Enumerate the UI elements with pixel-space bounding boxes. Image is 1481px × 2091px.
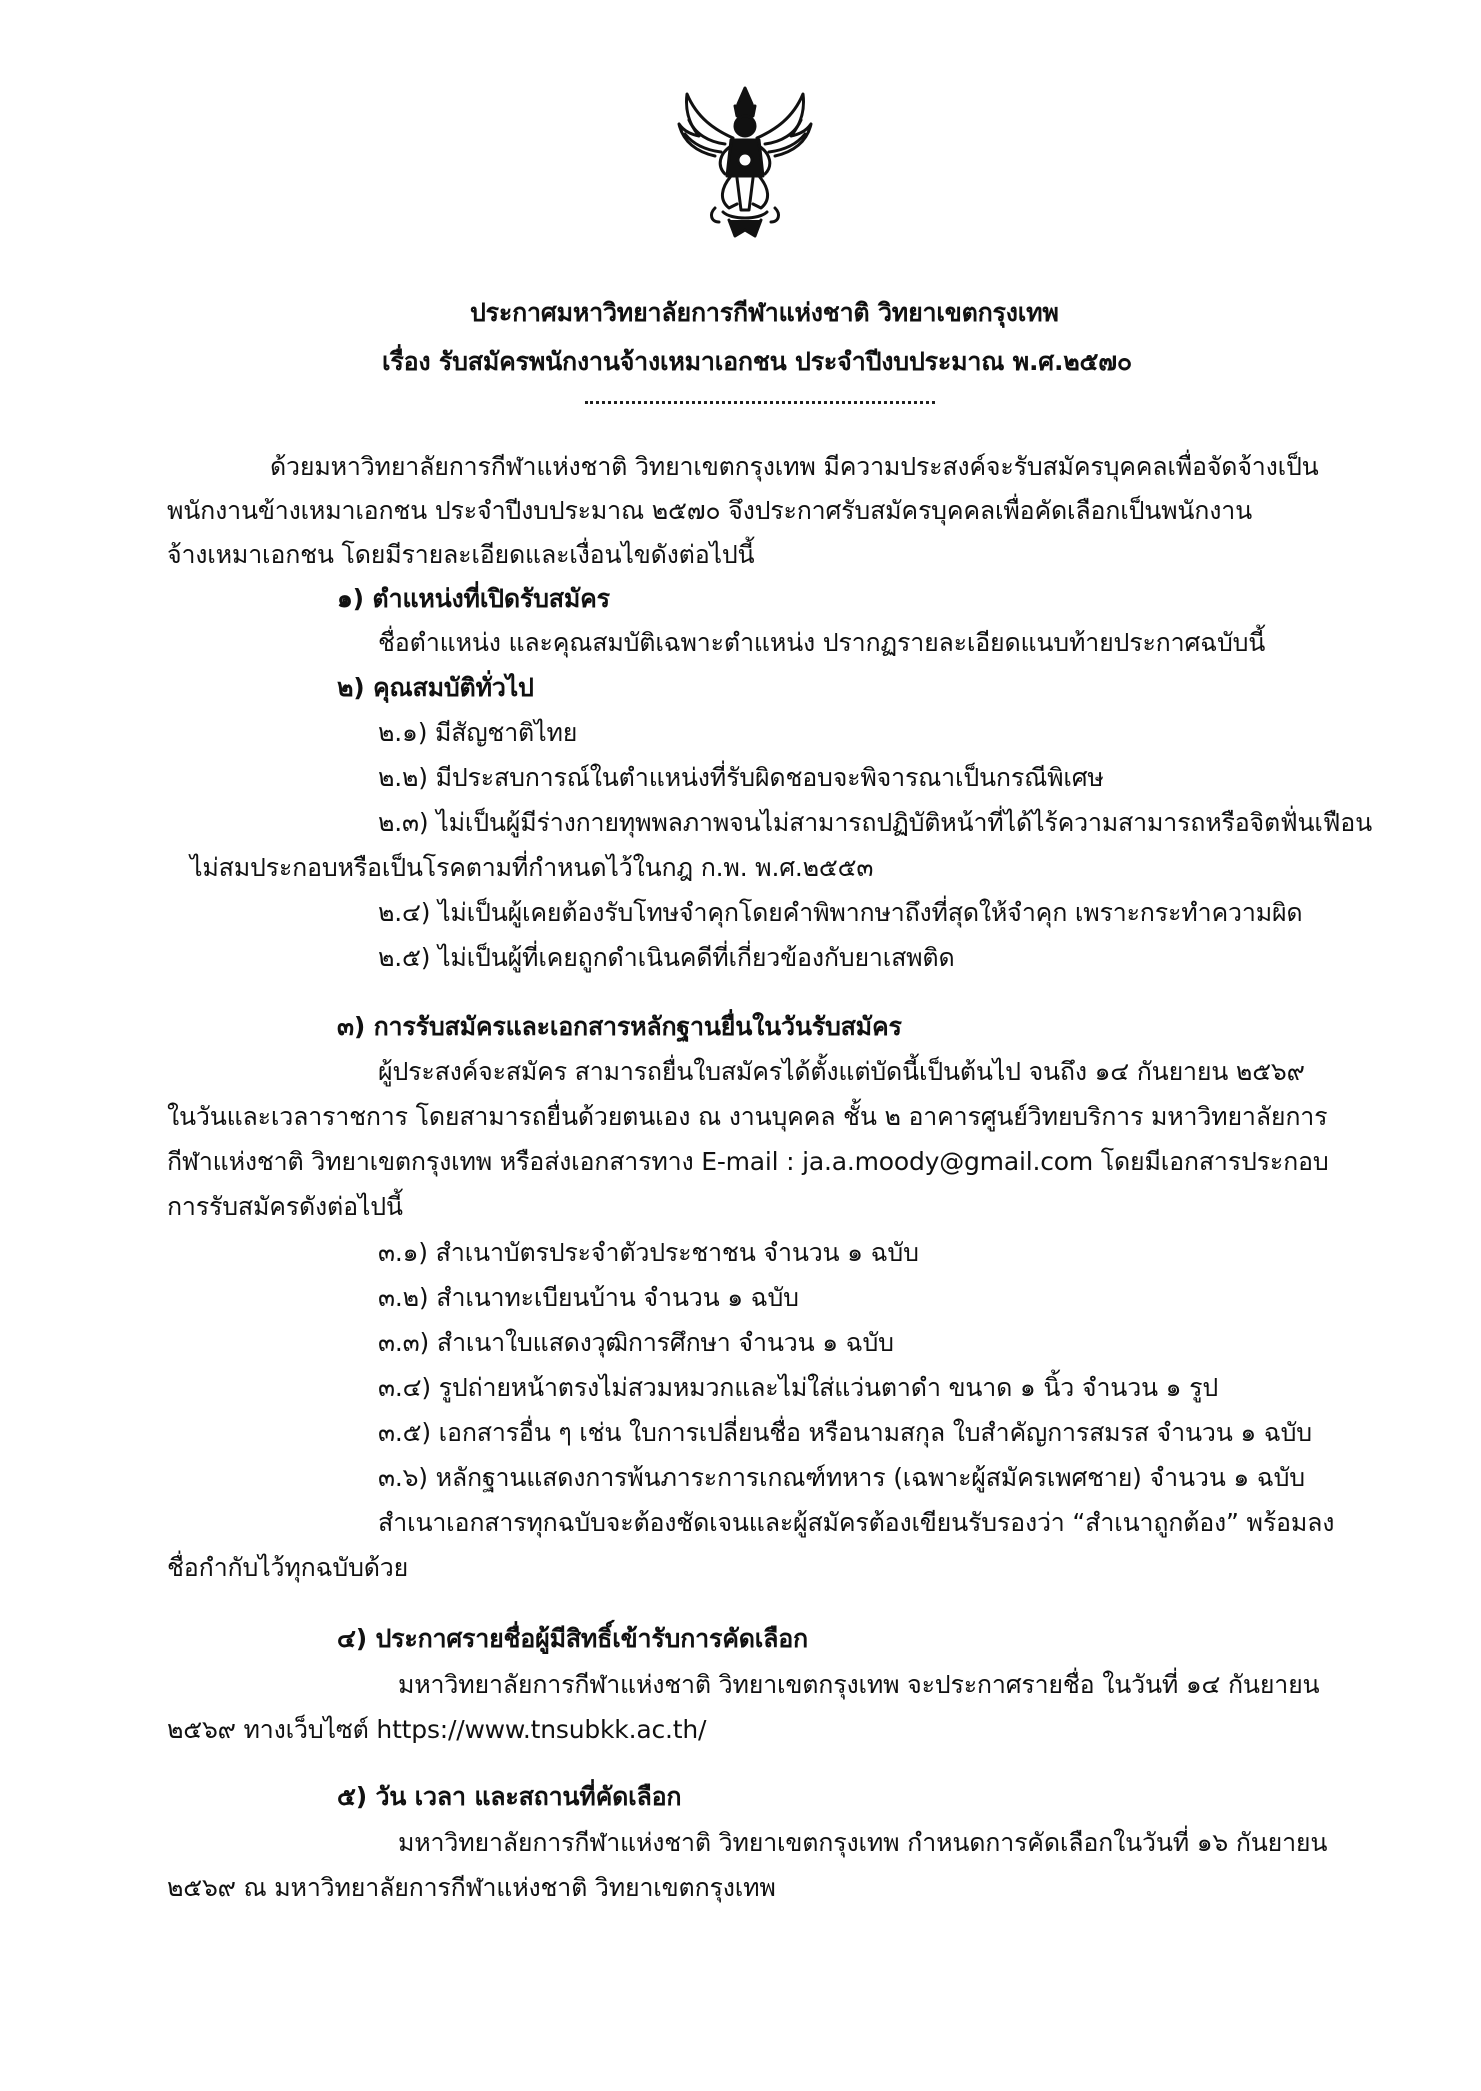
section-3-item: ๓.๔) รูปถ่ายหน้าตรงไม่สวมหมวกและไม่ใส่แว่นตาดำ ขนาด ๑ นิ้ว จำนวน ๑ รูป [378, 1373, 1218, 1402]
section-2-heading: ๒) คุณสมบัติทั่วไป [337, 673, 534, 702]
announcement-title: ประกาศมหาวิทยาลัยการกีฬาแห่งชาติ วิทยาเขตกรุงเทพ [470, 298, 1059, 327]
section-4-body: ๒๕๖๙ ทางเว็บไซต์ https://www.tnsubkk.ac.th/ [167, 1715, 707, 1744]
section-3-note: สำเนาเอกสารทุกฉบับจะต้องชัดเจนและผู้สมัครต้องเขียนรับรองว่า “สำเนาถูกต้อง” พร้อมลง [378, 1508, 1335, 1537]
section-1-body: ชื่อตำแหน่ง และคุณสมบัติเฉพาะตำแหน่ง ปรากฏรายละเอียดแนบท้ายประกาศฉบับนี้ [378, 628, 1266, 657]
section-2-item: ไม่สมประกอบหรือเป็นโรคตามที่กำหนดไว้ในกฎ ก.พ. พ.ศ.๒๕๕๓ [190, 853, 874, 882]
title-divider [585, 401, 935, 404]
section-3-heading: ๓) การรับสมัครและเอกสารหลักฐานยื่นในวันรับสมัคร [337, 1012, 902, 1041]
section-3-item: ๓.๒) สำเนาทะเบียนบ้าน จำนวน ๑ ฉบับ [378, 1283, 799, 1312]
section-3-body: กีฬาแห่งชาติ วิทยาเขตกรุงเทพ หรือส่งเอกสารทาง E-mail : ja.a.moody@gmail.com โดยมีเอกสารประกอบ [167, 1147, 1329, 1176]
intro-line: จ้างเหมาเอกชน โดยมีรายละเอียดและเงื่อนไขดังต่อไปนี้ [167, 540, 755, 569]
section-5-heading: ๕) วัน เวลา และสถานที่คัดเลือก [337, 1782, 682, 1811]
section-3-item: ๓.๖) หลักฐานแสดงการพ้นภาระการเกณฑ์ทหาร (เฉพาะผู้สมัครเพศชาย) จำนวน ๑ ฉบับ [378, 1463, 1305, 1492]
section-2-item: ๒.๕) ไม่เป็นผู้ที่เคยถูกดำเนินคดีที่เกี่ยวข้องกับยาเสพติด [378, 943, 955, 972]
section-2-item: ๒.๔) ไม่เป็นผู้เคยต้องรับโทษจำคุกโดยคำพิพากษาถึงที่สุดให้จำคุก เพราะกระทำความผิด [378, 898, 1303, 927]
section-5-body: มหาวิทยาลัยการกีฬาแห่งชาติ วิทยาเขตกรุงเทพ กำหนดการคัดเลือกในวันที่ ๑๖ กันยายน [398, 1828, 1328, 1857]
announcement-subject: เรื่อง รับสมัครพนักงานจ้างเหมาเอกชน ประจำปีงบประมาณ พ.ศ.๒๕๗๐ [382, 347, 1132, 376]
intro-line: พนักงานข้างเหมาเอกชน ประจำปีงบประมาณ ๒๕๗๐ จึงประกาศรับสมัครบุคคลเพื่อคัดเลือกเป็นพนักงาน [167, 496, 1252, 525]
section-3-note: ชื่อกำกับไว้ทุกฉบับด้วย [167, 1553, 409, 1582]
section-3-body: ผู้ประสงค์จะสมัคร สามารถยื่นใบสมัครได้ตั้งแต่บัดนี้เป็นต้นไป จนถึง ๑๔ กันยายน ๒๕๖๙ [378, 1057, 1305, 1086]
section-3-body: การรับสมัครดังต่อไปนี้ [167, 1192, 403, 1221]
section-3-item: ๓.๕) เอกสารอื่น ๆ เช่น ใบการเปลี่ยนชื่อ หรือนามสกุล ใบสำคัญการสมรส จำนวน ๑ ฉบับ [378, 1418, 1312, 1447]
garuda-emblem-icon [675, 80, 815, 240]
section-2-item: ๒.๑) มีสัญชาติไทย [378, 718, 578, 747]
section-2-item: ๒.๓) ไม่เป็นผู้มีร่างกายทุพพลภาพจนไม่สามารถปฏิบัติหน้าที่ได้ไร้ความสามารถหรือจิตฟั่นเฟือน [378, 808, 1372, 837]
section-1-heading: ๑) ตำแหน่งที่เปิดรับสมัคร [337, 584, 610, 613]
intro-line: ด้วยมหาวิทยาลัยการกีฬาแห่งชาติ วิทยาเขตกรุงเทพ มีความประสงค์จะรับสมัครบุคคลเพื่อจัดจ้างเป็น [270, 452, 1319, 481]
section-3-item: ๓.๓) สำเนาใบแสดงวุฒิการศึกษา จำนวน ๑ ฉบับ [378, 1328, 894, 1357]
section-3-body: ในวันและเวลาราชการ โดยสามารถยื่นด้วยตนเอง ณ งานบุคคล ชั้น ๒ อาคารศูนย์วิทยบริการ มหาวิทยาลัยการ [167, 1102, 1328, 1131]
section-2-item: ๒.๒) มีประสบการณ์ในตำแหน่งที่รับผิดชอบจะพิจารณาเป็นกรณีพิเศษ [378, 763, 1104, 792]
section-3-item: ๓.๑) สำเนาบัตรประจำตัวประชาชน จำนวน ๑ ฉบับ [378, 1238, 919, 1267]
section-4-heading: ๔) ประกาศรายชื่อผู้มีสิทธิ์เข้ารับการคัดเลือก [337, 1624, 808, 1653]
section-4-body: มหาวิทยาลัยการกีฬาแห่งชาติ วิทยาเขตกรุงเทพ จะประกาศรายชื่อ ในวันที่ ๑๔ กันยายน [398, 1670, 1320, 1699]
section-5-body: ๒๕๖๙ ณ มหาวิทยาลัยการกีฬาแห่งชาติ วิทยาเขตกรุงเทพ [167, 1873, 776, 1902]
